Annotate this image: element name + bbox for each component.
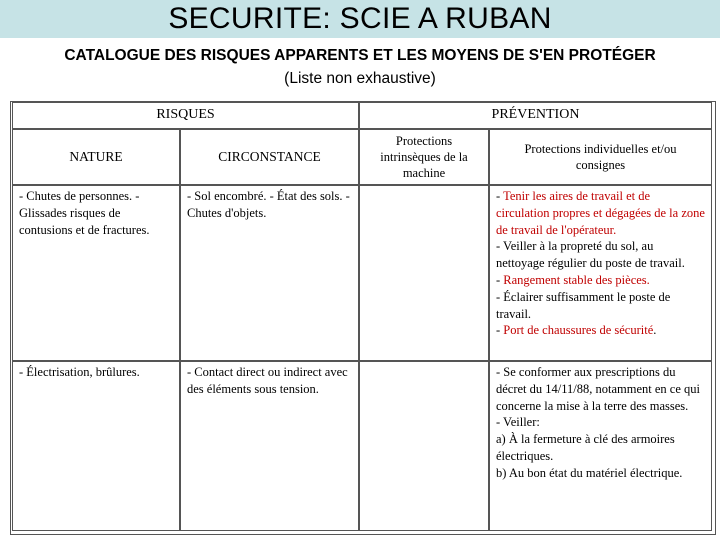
header-intrinseques-label: Protections intrinsèques de la machine [380, 134, 468, 180]
consigne-suffix: . [653, 323, 657, 338]
consigne-text: Se conformer aux prescriptions du décret du 14/11/88, notamment en ce qui concerne la mise à la terre des masses. [496, 365, 700, 413]
row2-consigne-1 [496, 364, 705, 414]
header-circonstance [180, 129, 359, 185]
header-nature-label: NATURE [69, 148, 123, 164]
row1-intrinseques [359, 185, 489, 361]
header-nature [12, 129, 180, 185]
header-intrinseques [359, 129, 489, 185]
page-title: SECURITE: SCIE A RUBAN [168, 2, 552, 35]
header-individuelles-label: Protections individuelles et/ou consignes [524, 142, 677, 172]
consigne-text: - Éclairer suffisamment le poste de travail. [496, 289, 671, 321]
consigne-prefix: - [496, 272, 504, 287]
row1-consignes [489, 185, 712, 361]
row1-nature [12, 185, 180, 361]
consigne-text: Port de chaussures de sécurité [503, 323, 654, 338]
header-risques [12, 102, 359, 129]
row2-nature-text: - Électrisation, brûlures. [19, 365, 140, 379]
row2-nature [12, 361, 180, 531]
consigne-text: Tenir les aires de travail et de circulation propres et dégagées de la zone de travail de l'opérateur. [496, 189, 705, 237]
consigne-text: Rangement stable des pièces. [503, 272, 650, 287]
header-prevention [359, 102, 712, 129]
row2-consigne-2 [496, 414, 705, 431]
row2-consigne-4 [496, 465, 705, 482]
row1-consigne-4 [496, 289, 705, 323]
row2-intrinseques [359, 361, 489, 531]
row1-consigne-5 [496, 322, 705, 339]
row1-consigne-3 [496, 272, 705, 289]
consigne-text: a) À la fermeture à clé des armoires électriques. [496, 432, 675, 463]
header-circonstance-label: CIRCONSTANCE [218, 148, 321, 164]
consigne-prefix: - [496, 189, 504, 203]
row1-circonstance-text: - Sol encombré. - État des sols. - Chutes d'objets. [187, 189, 350, 220]
consigne-prefix: - [496, 323, 504, 338]
header-prevention-label: PRÉVENTION [491, 107, 580, 123]
consigne-prefix: - [496, 365, 504, 379]
consigne-text: - Veiller: [496, 415, 540, 430]
consigne-text: b) Au bon état du matériel électrique. [496, 465, 683, 480]
row1-circonstance [180, 185, 359, 361]
row2-consignes [489, 361, 712, 531]
catalogue-note: (Liste non exhaustive) [284, 70, 436, 87]
row1-consigne-1 [496, 188, 705, 238]
row2-circonstance [180, 361, 359, 531]
header-risques-label: RISQUES [156, 107, 215, 123]
row1-nature-text: - Chutes de personnes. - Glissades risques de contusions et de fractures. [19, 189, 150, 237]
row1-consigne-2 [496, 238, 705, 272]
catalogue-subtitle: CATALOGUE DES RISQUES APPARENTS ET LES MOYENS DE S'EN PROTÉGER [64, 47, 656, 64]
title-bar [0, 0, 720, 38]
consigne-text: - Veiller à la propreté du sol, au nettoyage régulier du poste de travail. [496, 239, 685, 271]
header-individuelles [489, 129, 712, 185]
row2-circonstance-text: - Contact direct ou indirect avec des éléments sous tension. [187, 365, 348, 396]
row2-consigne-3 [496, 431, 705, 465]
